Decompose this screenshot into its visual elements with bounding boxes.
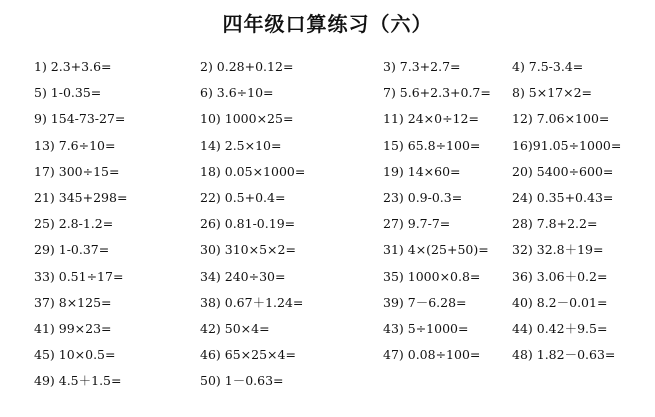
problem-item: 47) 0.08÷100= [383, 347, 481, 363]
problem-row [0, 163, 655, 189]
problem-item: 42) 50×4= [200, 320, 270, 336]
problem-row [0, 372, 655, 398]
problem-item: 46) 65×25×4= [200, 347, 296, 363]
problem-item: 24) 0.35+0.43= [512, 189, 614, 205]
problem-item: 44) 0.42＋9.5= [512, 320, 608, 336]
problem-item: 48) 1.82－0.63= [512, 347, 616, 363]
problem-item: 17) 300÷15= [34, 163, 120, 179]
problem-item: 18) 0.05×1000= [200, 163, 306, 179]
problem-row [0, 110, 655, 136]
problem-row [0, 189, 655, 215]
problem-item: 4) 7.5-3.4= [512, 59, 584, 74]
problem-row [0, 241, 655, 267]
problem-item: 33) 0.51÷17= [34, 268, 124, 284]
problem-item: 15) 65.8÷100= [383, 137, 481, 153]
problem-item: 7) 5.6+2.3+0.7= [383, 85, 491, 101]
problem-item: 49) 4.5＋1.5= [34, 373, 122, 389]
problem-row [0, 294, 655, 320]
problem-item: 38) 0.67＋1.24= [200, 294, 304, 310]
problem-item: 50) 1－0.63= [200, 373, 284, 389]
problem-item: 32) 32.8＋19= [512, 242, 604, 258]
problem-item: 8) 5×17×2= [512, 85, 593, 101]
problem-item: 29) 1-0.37= [34, 242, 110, 258]
problem-item: 6) 3.6÷10= [200, 85, 274, 101]
problem-row [0, 137, 655, 163]
problem-item: 13) 7.6÷10= [34, 137, 116, 153]
problem-item: 36) 3.06＋0.2= [512, 268, 608, 284]
problem-item: 41) 99×23= [34, 320, 112, 336]
problem-item: 27) 9.7-7= [383, 216, 451, 232]
problem-item: 43) 5÷1000= [383, 320, 469, 336]
problem-item: 12) 7.06×100= [512, 111, 610, 127]
problem-item: 9) 154-73-27= [34, 111, 126, 127]
problem-item: 26) 0.81-0.19= [200, 216, 296, 232]
problem-row [0, 346, 655, 372]
problem-item: 25) 2.8-1.2= [34, 216, 114, 232]
problem-item: 35) 1000×0.8= [383, 268, 481, 284]
problem-item: 14) 2.5×10= [200, 137, 282, 153]
problem-row [0, 215, 655, 241]
problem-item: 1) 2.3+3.6= [34, 59, 112, 74]
problem-row [0, 268, 655, 294]
problem-item: 28) 7.8+2.2= [512, 216, 598, 232]
problem-item: 23) 0.9-0.3= [383, 189, 463, 205]
problem-item: 19) 14×60= [383, 163, 461, 179]
problem-row [0, 84, 655, 110]
problem-grid [0, 58, 655, 398]
problem-item: 16)91.05÷1000= [512, 137, 622, 153]
problem-item: 22) 0.5+0.4= [200, 189, 286, 205]
problem-item: 11) 24×0÷12= [383, 111, 479, 127]
problem-item: 37) 8×125= [34, 294, 112, 310]
problem-item: 20) 5400÷600= [512, 163, 614, 179]
problem-item: 34) 240÷30= [200, 268, 286, 284]
problem-item: 3) 7.3+2.7= [383, 59, 461, 74]
problem-item: 21) 345+298= [34, 189, 128, 205]
problem-item: 40) 8.2－0.01= [512, 294, 608, 310]
problem-item: 30) 310×5×2= [200, 242, 296, 258]
problem-item: 45) 10×0.5= [34, 347, 116, 363]
problem-item: 5) 1-0.35= [34, 85, 102, 101]
worksheet-title: 四年级口算练习（六） [222, 12, 433, 36]
problem-item: 10) 1000×25= [200, 111, 294, 127]
problem-row [0, 320, 655, 346]
problem-item: 39) 7－6.28= [383, 294, 467, 310]
problem-item: 31) 4×(25+50)= [383, 242, 489, 258]
problem-item: 2) 0.28+0.12= [200, 59, 294, 74]
problem-row [0, 58, 655, 84]
